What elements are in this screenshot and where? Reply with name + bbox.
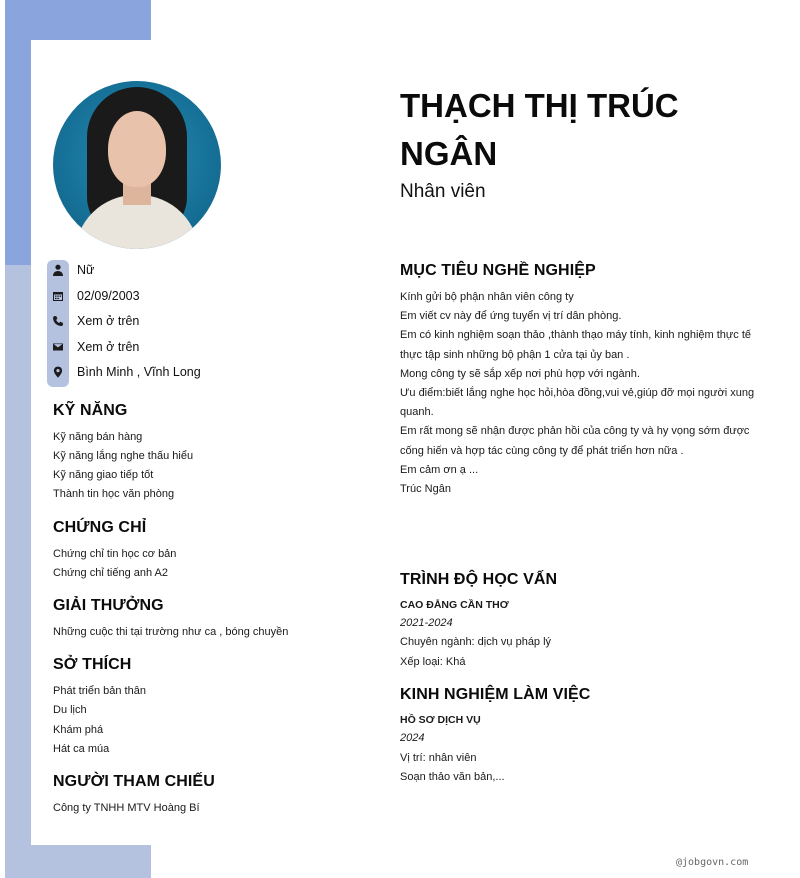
references-heading: NGƯỜI THAM CHIẾU [53, 773, 215, 790]
experience-company: HỒ SƠ DỊCH VỤ [400, 714, 481, 726]
experience-period: 2024 [400, 732, 425, 744]
education-school: CAO ĐẲNG CẦN THƠ [400, 599, 509, 611]
phone-icon [49, 312, 67, 330]
skills-heading: KỸ NĂNG [53, 402, 128, 419]
contact-address-text: Bình Minh , Vĩnh Long [77, 365, 201, 379]
hobby-item: Khám phá [53, 724, 104, 736]
award-item: Những cuộc thi tại trường như ca , bóng chuyền [53, 626, 289, 638]
objective-line: Em cảm ơn ạ ... [400, 464, 479, 476]
contact-birthday [49, 286, 349, 306]
contact-email [49, 337, 349, 357]
contact-address [49, 362, 349, 382]
objective-line: Em viết cv này để ứng tuyển vị trí dân phòng. [400, 310, 622, 322]
location-pin-icon [49, 363, 67, 381]
reference-item: Công ty TNHH MTV Hoàng Bí [53, 802, 200, 814]
candidate-title: Nhân viên [400, 181, 486, 202]
watermark: @jobgovn.com [676, 857, 749, 868]
person-icon [49, 261, 67, 279]
contact-phone [49, 311, 349, 331]
calendar-icon [49, 287, 67, 305]
objective-line: Trúc Ngân [400, 483, 451, 495]
contact-gender [49, 260, 349, 280]
email-icon [49, 338, 67, 356]
skill-item: Kỹ năng bán hàng [53, 431, 143, 443]
objective-line: Mong công ty sẽ sắp xếp nơi phù hợp với ngành. [400, 368, 640, 380]
skill-item: Kỹ năng giao tiếp tốt [53, 469, 154, 481]
certificate-item: Chứng chỉ tin học cơ bản [53, 548, 177, 560]
hobby-item: Hát ca múa [53, 743, 110, 755]
experience-heading: KINH NGHIỆM LÀM VIỆC [400, 686, 591, 703]
objective-line: cống hiến và hợp tác cùng công ty để phát triển hơn nữa . [400, 445, 684, 457]
education-period: 2021-2024 [400, 617, 453, 629]
hobby-item: Du lịch [53, 704, 87, 716]
profile-photo [53, 81, 221, 249]
certificate-item: Chứng chỉ tiếng anh A2 [53, 567, 169, 579]
candidate-name: THẠCH THỊ TRÚC NGÂN [400, 87, 679, 172]
experience-position: Vị trí: nhân viên [400, 752, 477, 764]
experience-description: Soạn thảo văn bản,... [400, 771, 505, 783]
objective-line: thực tập sinh những bộ phận 1 cửa tại ủy ban . [400, 349, 630, 361]
hobbies-heading: SỞ THÍCH [53, 656, 132, 673]
education-heading: TRÌNH ĐỘ HỌC VẤN [400, 571, 558, 588]
objective-line: Ưu điểm:biết lắng nghe học hỏi,hòa đồng,vui vẻ,giúp đỡ mọi người xung [400, 387, 755, 399]
objective-heading: MỤC TIÊU NGHỀ NGHIỆP [400, 262, 596, 279]
objective-line: quanh. [400, 406, 434, 418]
education-major: Chuyên ngành: dịch vụ pháp lý [400, 636, 552, 648]
skill-item: Thành tin học văn phòng [53, 488, 175, 500]
contact-phone-text: Xem ở trên [77, 314, 140, 328]
hobby-item: Phát triển bản thân [53, 685, 146, 697]
objective-line: Em rất mong sẽ nhận được phản hồi của công ty và hy vọng sớm được [400, 425, 750, 437]
objective-line: Em có kinh nghiệm soạn thảo ,thành thạo máy tính, kinh nghiệm thực tế [400, 329, 752, 341]
awards-heading: GIẢI THƯỞNG [53, 597, 164, 614]
certificates-heading: CHỨNG CHỈ [53, 519, 147, 536]
education-rank: Xếp loại: Khá [400, 656, 466, 668]
contact-gender-text: Nữ [77, 263, 95, 277]
contact-birthday-text: 02/09/2003 [77, 289, 140, 303]
contact-email-text: Xem ở trên [77, 340, 140, 354]
objective-line: Kính gửi bộ phận nhân viên công ty [400, 291, 574, 303]
skill-item: Kỹ năng lắng nghe thấu hiểu [53, 450, 194, 462]
